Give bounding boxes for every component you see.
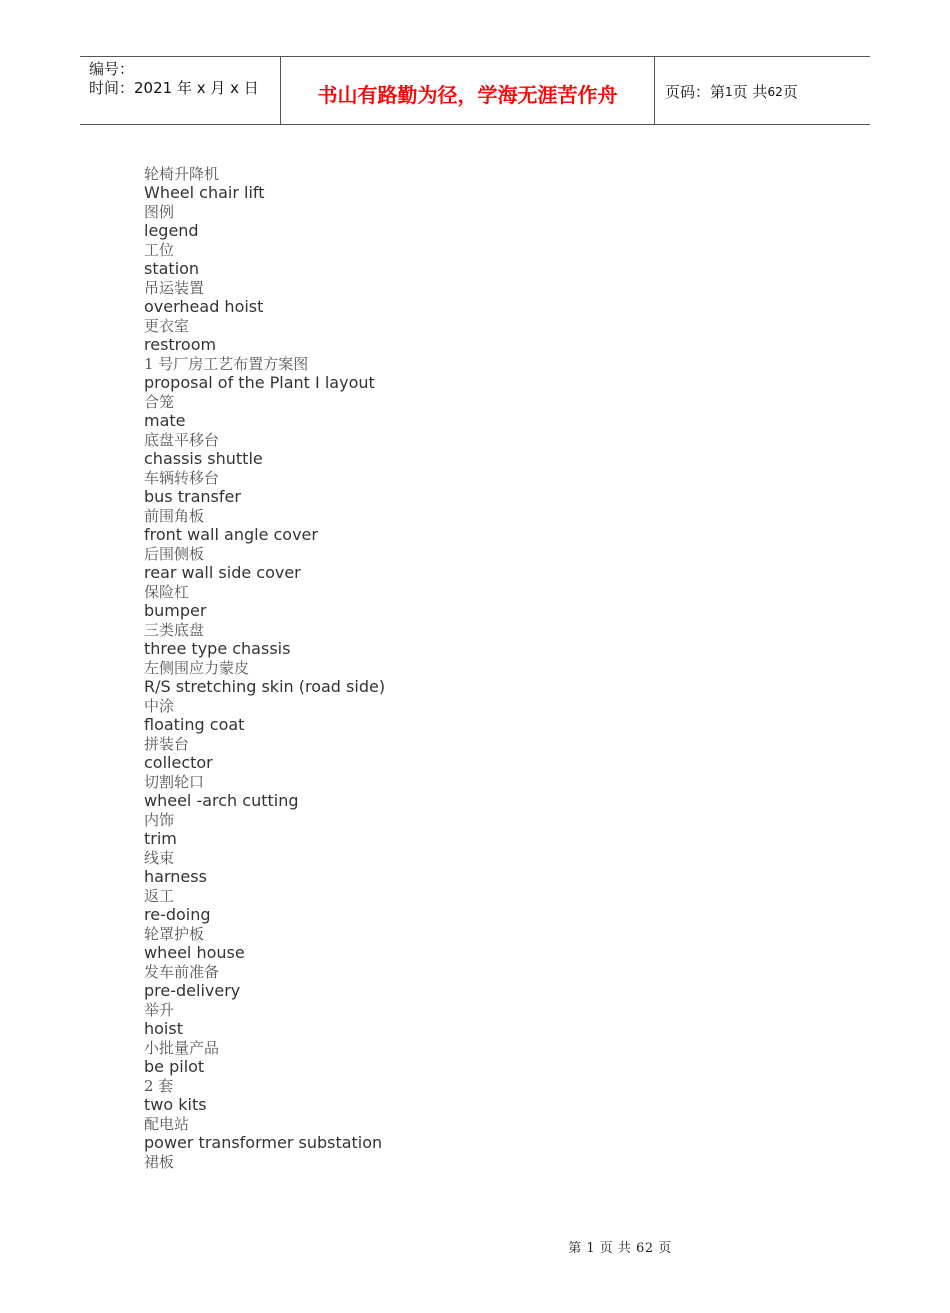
entry-english-term: trim (144, 829, 177, 848)
entry-chinese-term: 2 套 (144, 1077, 174, 1095)
entry-chinese-term: 后围侧板 (144, 545, 205, 563)
page-current: 1 (725, 84, 733, 99)
entry-chinese-term: 车辆转移台 (144, 469, 220, 487)
entry-chinese-term: 三类底盘 (144, 621, 205, 639)
entry-english-term: legend (144, 221, 199, 240)
entry-chinese-term: 1 号厂房工艺布置方案图 (144, 355, 309, 373)
entry-english-term: harness (144, 867, 207, 886)
entry-english-term: R/S stretching skin (road side) (144, 677, 386, 696)
entry-chinese-term: 小批量产品 (144, 1039, 220, 1057)
entry-chinese-term: 图例 (144, 203, 175, 221)
entry-english-term: Wheel chair lift (144, 183, 265, 202)
header-table (80, 56, 870, 125)
page-total: 62 (767, 84, 783, 99)
entry-chinese-term: 保险杠 (144, 583, 190, 601)
entry-english-term: pre-delivery (144, 981, 241, 1000)
entry-chinese-term: 拼装台 (144, 735, 190, 753)
entry-english-term: wheel -arch cutting (144, 791, 299, 810)
entry-english-term: overhead hoist (144, 297, 264, 316)
document-number-label: 编号： (89, 60, 135, 78)
entry-chinese-term: 内饰 (144, 811, 175, 829)
entry-chinese-term: 裙板 (144, 1153, 175, 1171)
entry-english-term: be pilot (144, 1057, 205, 1076)
entry-english-term: collector (144, 753, 213, 772)
entry-english-term: station (144, 259, 200, 278)
entry-chinese-term: 工位 (144, 241, 175, 259)
entry-chinese-term: 举升 (144, 1001, 175, 1019)
entry-chinese-term: 吊运装置 (144, 279, 205, 297)
entry-chinese-term: 线束 (144, 849, 175, 867)
entry-chinese-term: 左侧围应力蒙皮 (144, 659, 250, 677)
entry-chinese-term: 轮罩护板 (144, 925, 205, 943)
entry-chinese-term: 中涂 (144, 697, 175, 715)
entry-english-term: rear wall side cover (144, 563, 301, 582)
entry-english-term: chassis shuttle (144, 449, 263, 468)
page-footer: 第 1 页 共 62 页 (568, 1241, 672, 1256)
document-date: 时间：2021 年 x 月 x 日 (89, 79, 259, 97)
entry-english-term: three type chassis (144, 639, 291, 658)
entry-english-term: wheel house (144, 943, 245, 962)
entry-chinese-term: 合笼 (144, 393, 175, 411)
entry-english-term: bumper (144, 601, 207, 620)
entry-chinese-term: 切割轮口 (144, 773, 205, 791)
entry-english-term: bus transfer (144, 487, 241, 506)
entry-english-term: floating coat (144, 715, 245, 734)
header-motto: 书山有路勤为径，学海无涯苦作舟 (317, 83, 618, 107)
page-prefix: 页码：第 (665, 83, 726, 101)
entry-english-term: proposal of the Plant I layout (144, 373, 375, 392)
glossary-list (144, 164, 844, 1171)
entry-chinese-term: 前围角板 (144, 507, 205, 525)
entry-english-term: two kits (144, 1095, 207, 1114)
header-motto-cell (281, 57, 655, 124)
entry-english-term: restroom (144, 335, 217, 354)
entry-chinese-term: 更衣室 (144, 317, 190, 335)
page-mid: 页 共 (732, 83, 768, 101)
page-suffix: 页 (782, 83, 798, 101)
entry-english-term: power transformer substation (144, 1133, 383, 1152)
entry-english-term: re-doing (144, 905, 211, 924)
entry-chinese-term: 底盘平移台 (144, 431, 220, 449)
entry-chinese-term: 返工 (144, 887, 175, 905)
entry-chinese-term: 发车前准备 (144, 963, 220, 981)
entry-chinese-term: 配电站 (144, 1115, 190, 1133)
entry-english-term: front wall angle cover (144, 525, 318, 544)
header-page-cell (655, 57, 870, 124)
entry-chinese-term: 轮椅升降机 (144, 165, 220, 183)
entry-english-term: mate (144, 411, 186, 430)
header-meta-cell (80, 57, 281, 124)
entry-english-term: hoist (144, 1019, 183, 1038)
